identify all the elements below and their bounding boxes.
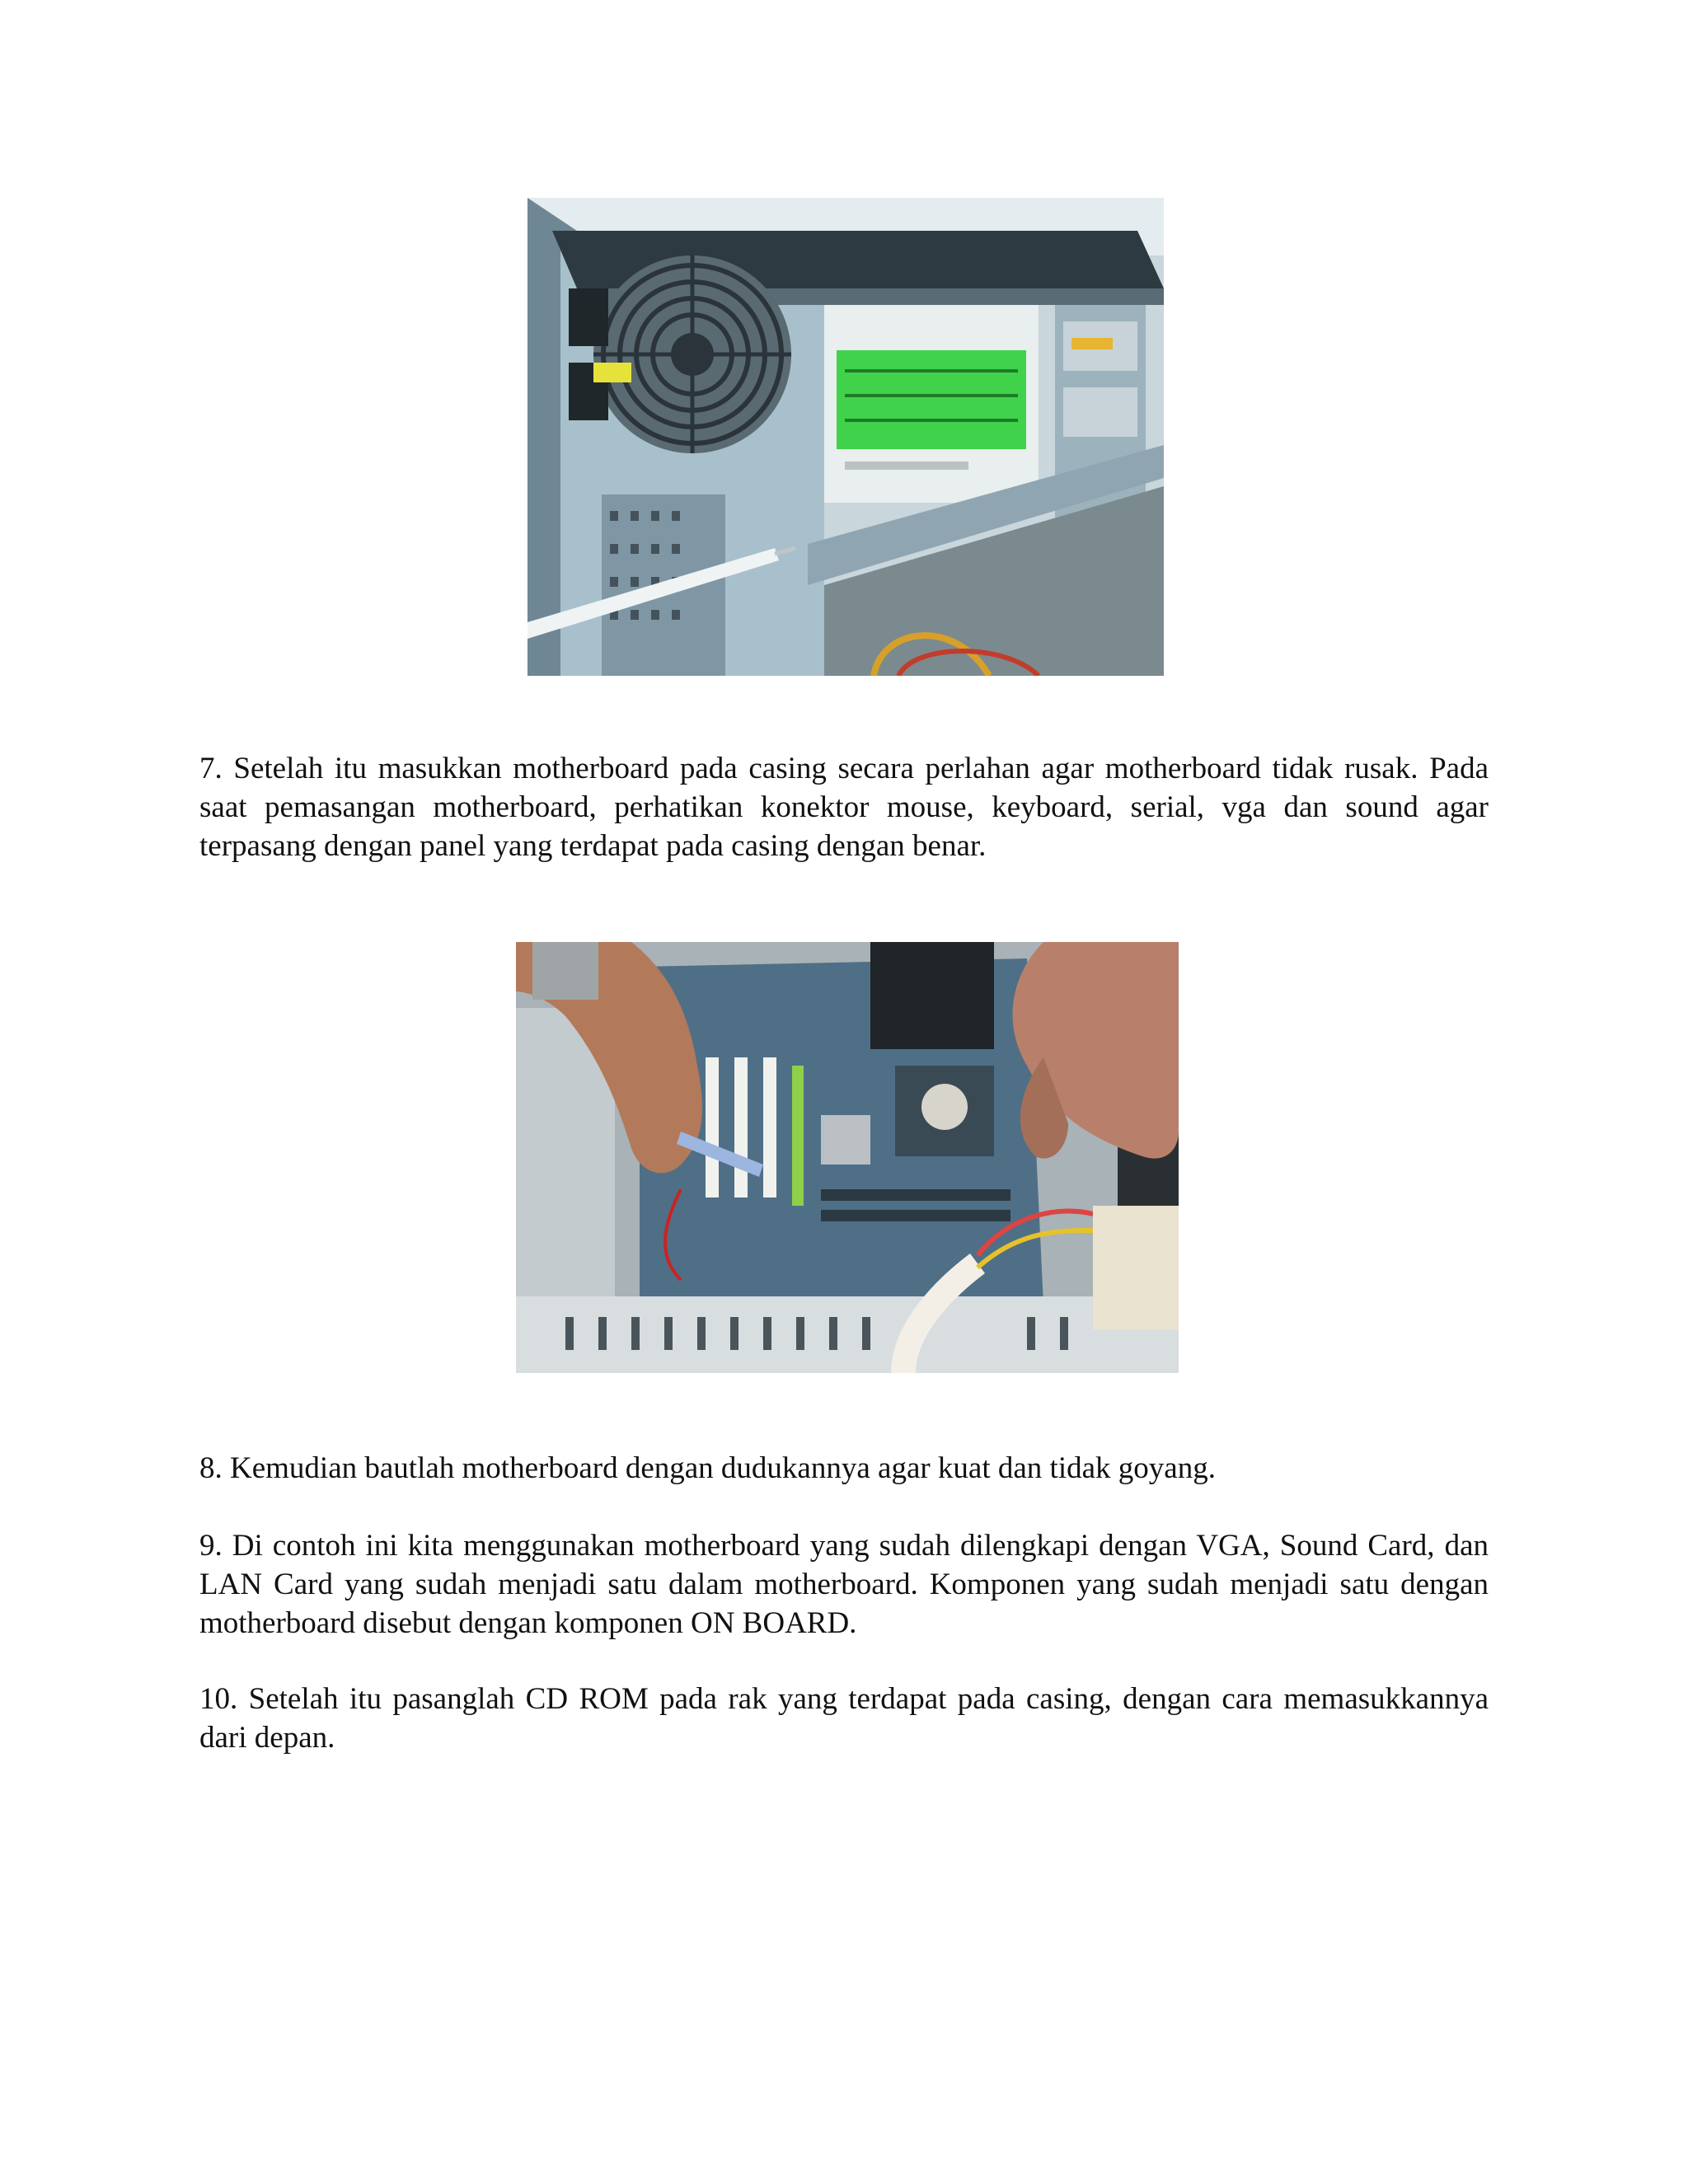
step-10-paragraph: 10. Setelah itu pasanglah CD ROM pada rak yang terdapat pada casing, dengan cara memasukkannya dari depan.: [199, 1682, 1489, 1755]
power-supply-installation-photo: [528, 198, 1164, 676]
step-8-paragraph: 8. Kemudian bautlah motherboard dengan dudukannya agar kuat dan tidak goyang.: [199, 1451, 1216, 1485]
motherboard-illustration: [516, 942, 1179, 1373]
step-9-paragraph: 9. Di contoh ini kita menggunakan motherboard yang sudah dilengkapi dengan VGA, Sound Card, dan LAN Card yang sudah menjadi satu dalam motherboard. Komponen yang sudah menjadi satu dengan motherboard disebut dengan komponen ON BOARD.: [199, 1529, 1489, 1640]
motherboard-installation-photo: [516, 942, 1179, 1373]
power-supply-illustration: [528, 198, 1164, 676]
step-7-paragraph: 7. Setelah itu masukkan motherboard pada casing secara perlahan agar motherboard tidak rusak. Pada saat pemasangan motherboard, perhatikan konektor mouse, keyboard, serial, vga dan sound agar terpasang dengan panel yang terdapat pada casing dengan benar.: [199, 752, 1489, 863]
